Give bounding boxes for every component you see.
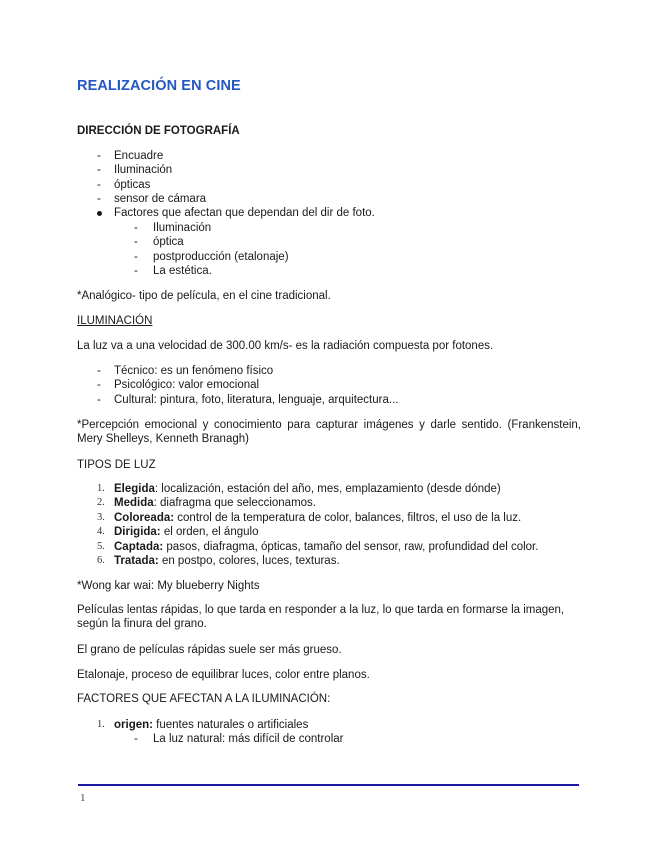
term: Captada: <box>114 541 164 553</box>
section-heading-iluminacion: ILUMINACIÓN <box>77 315 153 327</box>
list-dash: - <box>134 265 138 277</box>
list-item <box>114 540 538 554</box>
paragraph-grano: El grano de películas rápidas suele ser más grueso. <box>77 644 342 656</box>
list-item <box>114 482 501 496</box>
list-dash: - <box>134 733 138 745</box>
list-number: 4. <box>97 526 105 537</box>
list-item <box>114 525 258 539</box>
list-item <box>114 511 521 525</box>
note-analogico: *Analógico- tipo de película, en el cine tradicional. <box>77 290 331 302</box>
sub-list-item: óptica <box>153 236 184 248</box>
sub-list-item: La luz natural: más difícil de controlar <box>153 733 344 745</box>
paragraph-peliculas: Películas lentas rápidas, lo que tarda en responder a la luz, lo que tarda en formarse la imagen, según la finura del grano. <box>77 604 565 630</box>
list-dash: - <box>97 193 101 205</box>
list-dash: - <box>97 164 101 176</box>
list-item: Iluminación <box>114 164 173 176</box>
section-heading-direccion: DIRECCIÓN DE FOTOGRAFÍA <box>77 125 240 137</box>
term-description: en postpo, colores, luces, texturas. <box>158 555 340 567</box>
list-dash: - <box>97 365 101 377</box>
list-number: 6. <box>97 555 105 566</box>
paragraph-etalonaje: Etalonaje, proceso de equilibrar luces, color entre planos. <box>77 669 370 681</box>
page-number: 1 <box>80 792 86 804</box>
list-dash: - <box>97 394 101 406</box>
note-percepcion: *Percepción emocional y conocimiento para capturar imágenes y darle sentido. (Frankenstein, Mery Shelleys, Kenneth Branagh) <box>77 419 581 445</box>
list-dash: - <box>134 236 138 248</box>
list-number: 5. <box>97 541 105 552</box>
term-description: : diafragma que seleccionamos. <box>153 497 316 509</box>
list-item <box>114 718 308 732</box>
list-dash: - <box>134 222 138 234</box>
term: origen: <box>114 719 153 731</box>
sub-list-item: postproducción (etalonaje) <box>153 251 289 263</box>
bullet-dot-icon <box>97 211 102 216</box>
list-item: Técnico: es un fenómeno físico <box>114 365 274 377</box>
term-description: : localización, estación del año, mes, emplazamiento (desde dónde) <box>154 483 501 495</box>
term: Tratada: <box>114 555 159 567</box>
list-item <box>114 496 316 510</box>
list-dash: - <box>97 179 101 191</box>
section-heading-tipos: TIPOS DE LUZ <box>77 459 156 471</box>
term: Elegida <box>114 483 155 495</box>
sub-list-item: Iluminación <box>153 222 212 234</box>
footer-rule <box>78 784 579 786</box>
list-number: 1. <box>97 719 105 730</box>
list-item-bullet: Factores que afectan que dependan del dir de foto. <box>114 207 375 219</box>
list-number: 1. <box>97 483 105 494</box>
list-dash: - <box>97 379 101 391</box>
list-dash: - <box>134 251 138 263</box>
paragraph-intro-luz: La luz va a una velocidad de 300.00 km/s- es la radiación compuesta por fotones. <box>77 340 494 352</box>
note-wong: *Wong kar wai: My blueberry Nights <box>77 580 260 592</box>
document-title: REALIZACIÓN EN CINE <box>77 78 241 94</box>
list-dash: - <box>97 150 101 162</box>
list-item: sensor de cámara <box>114 193 207 205</box>
list-item <box>114 554 340 568</box>
list-item: Psicológico: valor emocional <box>114 379 260 391</box>
list-item: Encuadre <box>114 150 164 162</box>
list-number: 3. <box>97 512 105 523</box>
term: Coloreada: <box>114 512 175 524</box>
sub-list-item: La estética. <box>153 265 212 277</box>
term: Dirigida: <box>114 526 161 538</box>
list-number: 2. <box>97 497 105 508</box>
list-item: ópticas <box>114 179 151 191</box>
term-description: el orden, el ángulo <box>160 526 259 538</box>
term-description: pasos, diafragma, ópticas, tamaño del sensor, raw, profundidad del color. <box>163 541 539 553</box>
term-description: fuentes naturales o artificiales <box>152 719 309 731</box>
list-item: Cultural: pintura, foto, literatura, lenguaje, arquitectura... <box>114 394 399 406</box>
term: Medida <box>114 497 154 509</box>
section-heading-factores: FACTORES QUE AFECTAN A LA ILUMINACIÓN: <box>77 693 331 705</box>
term-description: control de la temperatura de color, balances, filtros, el uso de la luz. <box>174 512 522 524</box>
